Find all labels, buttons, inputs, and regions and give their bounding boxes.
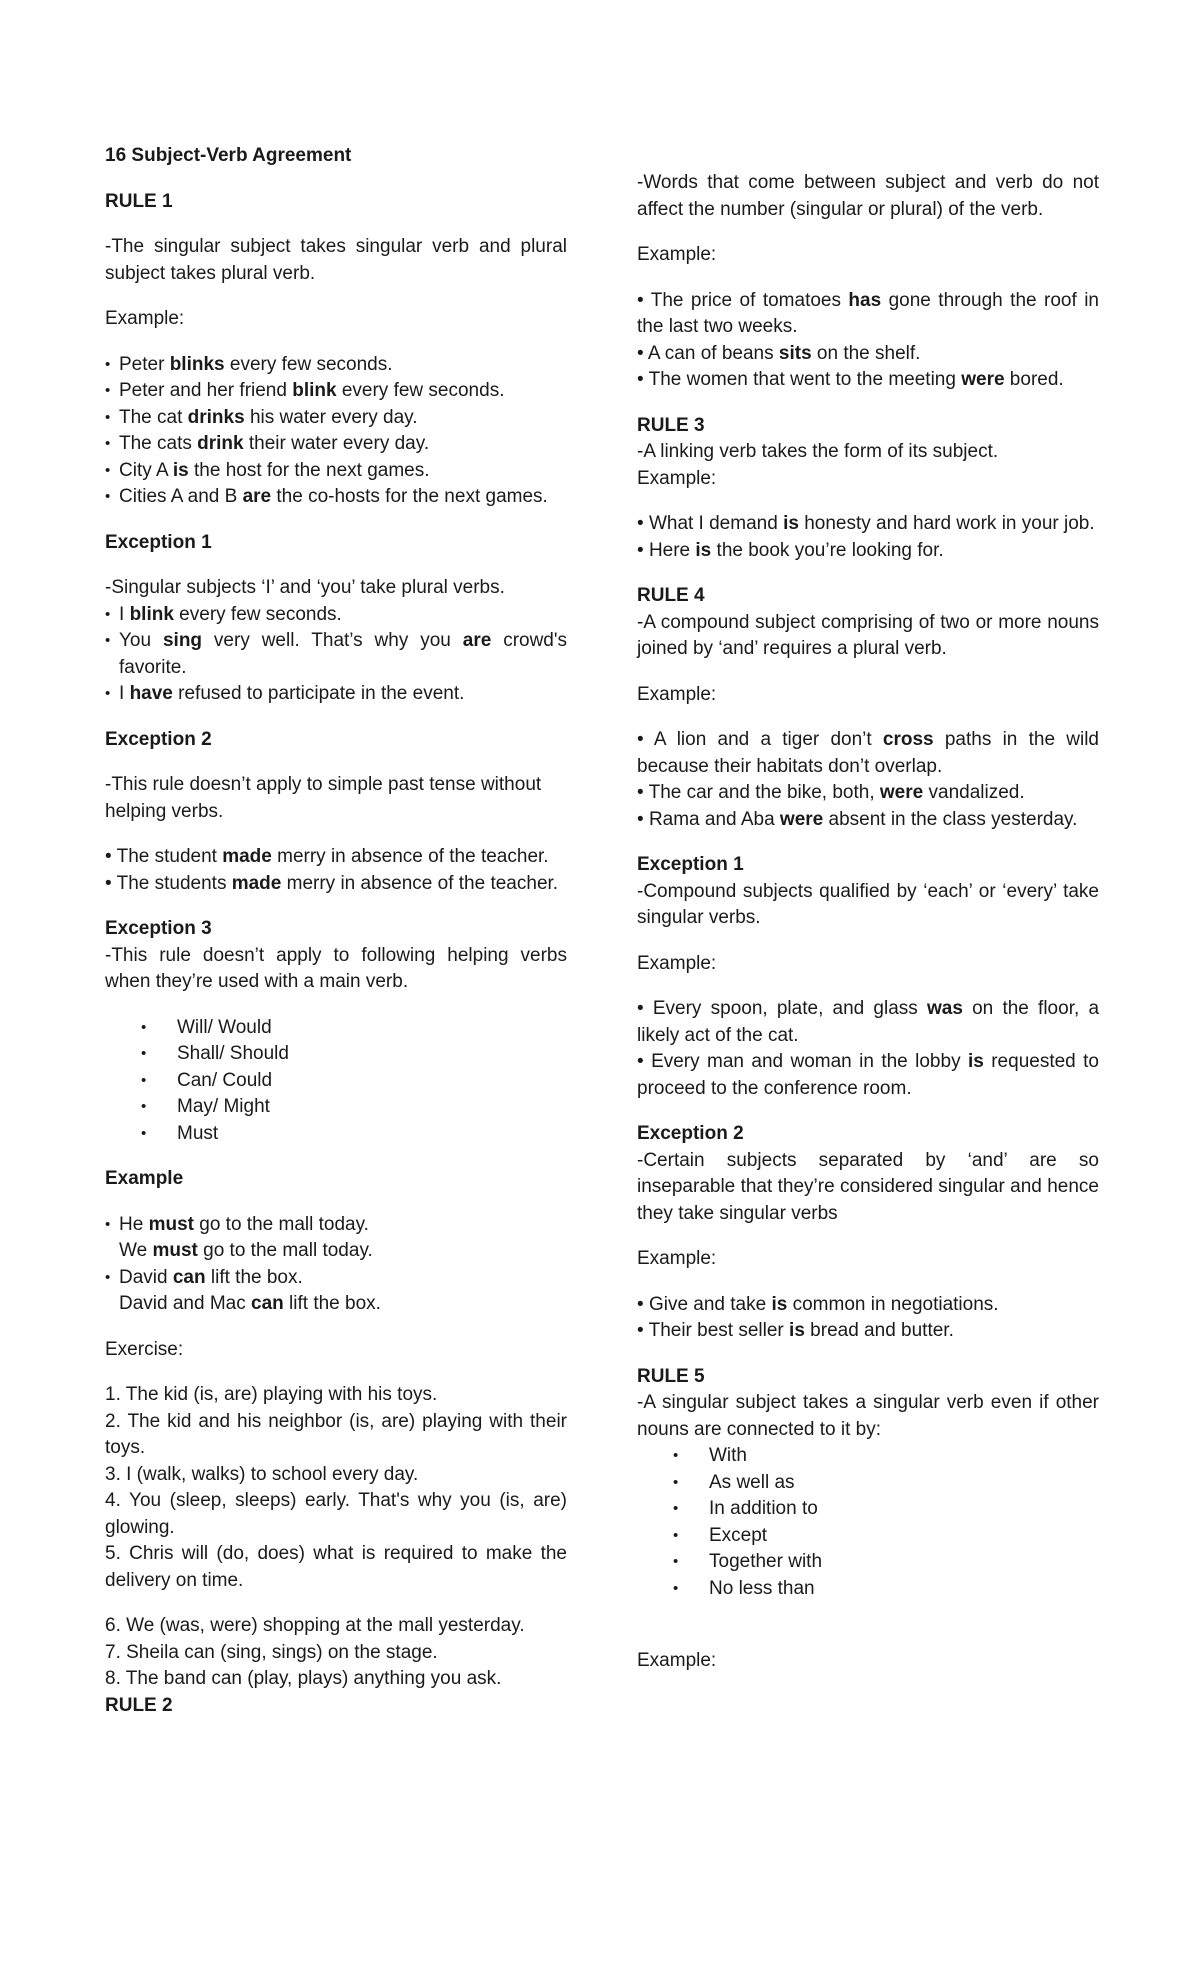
list-item: • I have refused to participate in the event. (105, 683, 465, 704)
rule4-heading: RULE 4 (637, 585, 705, 606)
rule3-text: -A linking verb takes the form of its subject. (637, 441, 999, 462)
exercise-item: 3. I (walk, walks) to school every day. (105, 1463, 419, 1485)
list-item: • Peter and her friend blink every few seconds. (105, 380, 505, 401)
list-item: • In addition to (673, 1498, 818, 1519)
exception1-list (105, 602, 567, 708)
list-item: • Rama and Aba were absent in the class yesterday. (637, 808, 1078, 830)
exception1-text: -Singular subjects ‘I’ and ‘you’ take plural verbs. (105, 577, 505, 598)
list-item: • I blink every few seconds. (105, 603, 342, 625)
rule4-exception2-example-label: Example: (637, 1248, 717, 1269)
rule2-example-label: Example: (637, 244, 717, 265)
rule5-heading: RULE 5 (637, 1365, 705, 1387)
list-item: • Cities A and B are the co-hosts for the next games. (105, 486, 548, 507)
exercise-item: 8. The band can (play, plays) anything you ask. (105, 1668, 502, 1689)
rule4-exception2-heading: Exception 2 (637, 1123, 744, 1144)
exercise-item: 1. The kid (is, are) playing with his toys. (105, 1384, 438, 1405)
list-item: • With (673, 1445, 747, 1466)
rule2-example-list (637, 288, 1099, 394)
rule4-exception1-text: -Compound subjects qualified by ‘each’ or ‘every’ take singular verbs. (637, 880, 1099, 928)
rule4-text: -A compound subject comprising of two or more nouns joined by ‘and’ requires a plural verb. (637, 611, 1099, 659)
list-item: • Peter blinks every few seconds. (105, 353, 393, 375)
rule4-exception2-list (637, 1292, 1099, 1345)
exercise-item: 6. We (was, were) shopping at the mall yesterday. (105, 1615, 525, 1636)
list-item: • Except (673, 1524, 768, 1546)
rule4-exception2-text: -Certain subjects separated by ‘and’ are so inseparable that they’re considered singular and hence they take singular verbs (637, 1149, 1099, 1224)
list-item: • The cat drinks his water every day. (105, 406, 418, 428)
list-item: • Can/ Could (141, 1069, 273, 1091)
document-title: 16 Subject-Verb Agreement (105, 145, 352, 166)
list-item: • Must (141, 1122, 219, 1144)
rule5-example-label: Example: (637, 1649, 717, 1671)
rule4-example-list (637, 727, 1099, 833)
exception2-text: -This rule doesn’t apply to simple past tense without helping verbs. (105, 774, 542, 822)
rule1-heading: RULE 1 (105, 190, 173, 212)
rule4-example-label: Example: (637, 683, 717, 705)
list-item: • Here is the book you’re looking for. (637, 539, 944, 561)
list-item: • The car and the bike, both, were vandalized. (637, 782, 1025, 803)
list-item: • The cats drink their water every day. (105, 433, 430, 454)
list-item: • Give and take is common in negotiations. (637, 1293, 999, 1315)
list-item: • No less than (673, 1577, 815, 1599)
list-item: • You sing very well. That’s why you are crowd's favorite. (105, 630, 567, 678)
exercise-list (105, 1382, 567, 1693)
exception2-heading: Exception 2 (105, 728, 212, 750)
list-item: • City A is the host for the next games. (105, 459, 430, 481)
exception3-text: -This rule doesn’t apply to following helping verbs when they’re used with a main verb. (105, 944, 567, 992)
rule2-heading: RULE 2 (105, 1694, 173, 1716)
list-item-continued: David and Mac can lift the box. (119, 1293, 381, 1314)
list-item: • Every spoon, plate, and glass was on the floor, a likely act of the cat. (637, 998, 1100, 1046)
list-item: • What I demand is honesty and hard work in your job. (637, 513, 1095, 534)
rule4-exception1-list (637, 996, 1099, 1102)
list-item: • The student made merry in absence of the teacher. (105, 846, 549, 867)
list-item: • The women that went to the meeting were bored. (637, 369, 1064, 390)
list-item: • David can lift the box. (105, 1266, 303, 1288)
exercise-item: 5. Chris will (do, does) what is required to make the delivery on time. (105, 1543, 567, 1591)
rule1-example-list (105, 352, 567, 511)
exception2-list (105, 844, 567, 897)
list-item: • Together with (673, 1551, 823, 1572)
rule4-exception1-heading: Exception 1 (637, 854, 744, 875)
list-item: • The price of tomatoes has gone through the roof in the last two weeks. (637, 289, 1099, 337)
rule2-text: -Words that come between subject and verb do not affect the number (singular or plural) of the verb. (637, 172, 1099, 220)
left-column (105, 143, 567, 1719)
exception3-heading: Exception 3 (105, 918, 212, 939)
list-item: • A lion and a tiger don’t cross paths in the wild because their habitats don’t overlap. (637, 729, 1099, 777)
list-item: • Will/ Would (141, 1016, 272, 1038)
rule1-example-label: Example: (105, 308, 185, 329)
rule5-text: -A singular subject takes a singular verb even if other nouns are connected to it by: (637, 1392, 1099, 1440)
list-item: • He must go to the mall today. (105, 1213, 369, 1235)
list-item-continued: We must go to the mall today. (119, 1240, 373, 1261)
rule3-heading: RULE 3 (637, 414, 705, 436)
list-item: • Shall/ Should (141, 1043, 289, 1064)
list-item: • Their best seller is bread and butter. (637, 1320, 954, 1341)
exception3-example-list (105, 1212, 567, 1318)
exception1-heading: Exception 1 (105, 531, 212, 553)
exercise-item: 4. You (sleep, sleeps) early. That's why you (is, are) glowing. (105, 1490, 567, 1538)
list-item: • As well as (673, 1471, 795, 1493)
list-item: • May/ Might (141, 1096, 270, 1117)
right-column (637, 170, 1099, 1674)
rule3-example-label: Example: (637, 467, 717, 489)
rule3-example-list (637, 511, 1099, 564)
exercise-item: 2. The kid and his neighbor (is, are) playing with their toys. (105, 1410, 567, 1458)
list-item: • Every man and woman in the lobby is requested to proceed to the conference room. (637, 1051, 1099, 1099)
rule1-text: -The singular subject takes singular verb and plural subject takes plural verb. (105, 236, 567, 284)
helping-verbs-list (105, 1015, 567, 1148)
exercise-label: Exercise: (105, 1338, 184, 1360)
list-item: • A can of beans sits on the shelf. (637, 342, 921, 364)
exercise-item: 7. Sheila can (sing, sings) on the stage. (105, 1641, 438, 1663)
connectors-list (637, 1443, 1099, 1602)
rule4-exception1-example-label: Example: (637, 952, 717, 974)
example-heading: Example (105, 1168, 184, 1189)
list-item: • The students made merry in absence of the teacher. (105, 872, 559, 894)
